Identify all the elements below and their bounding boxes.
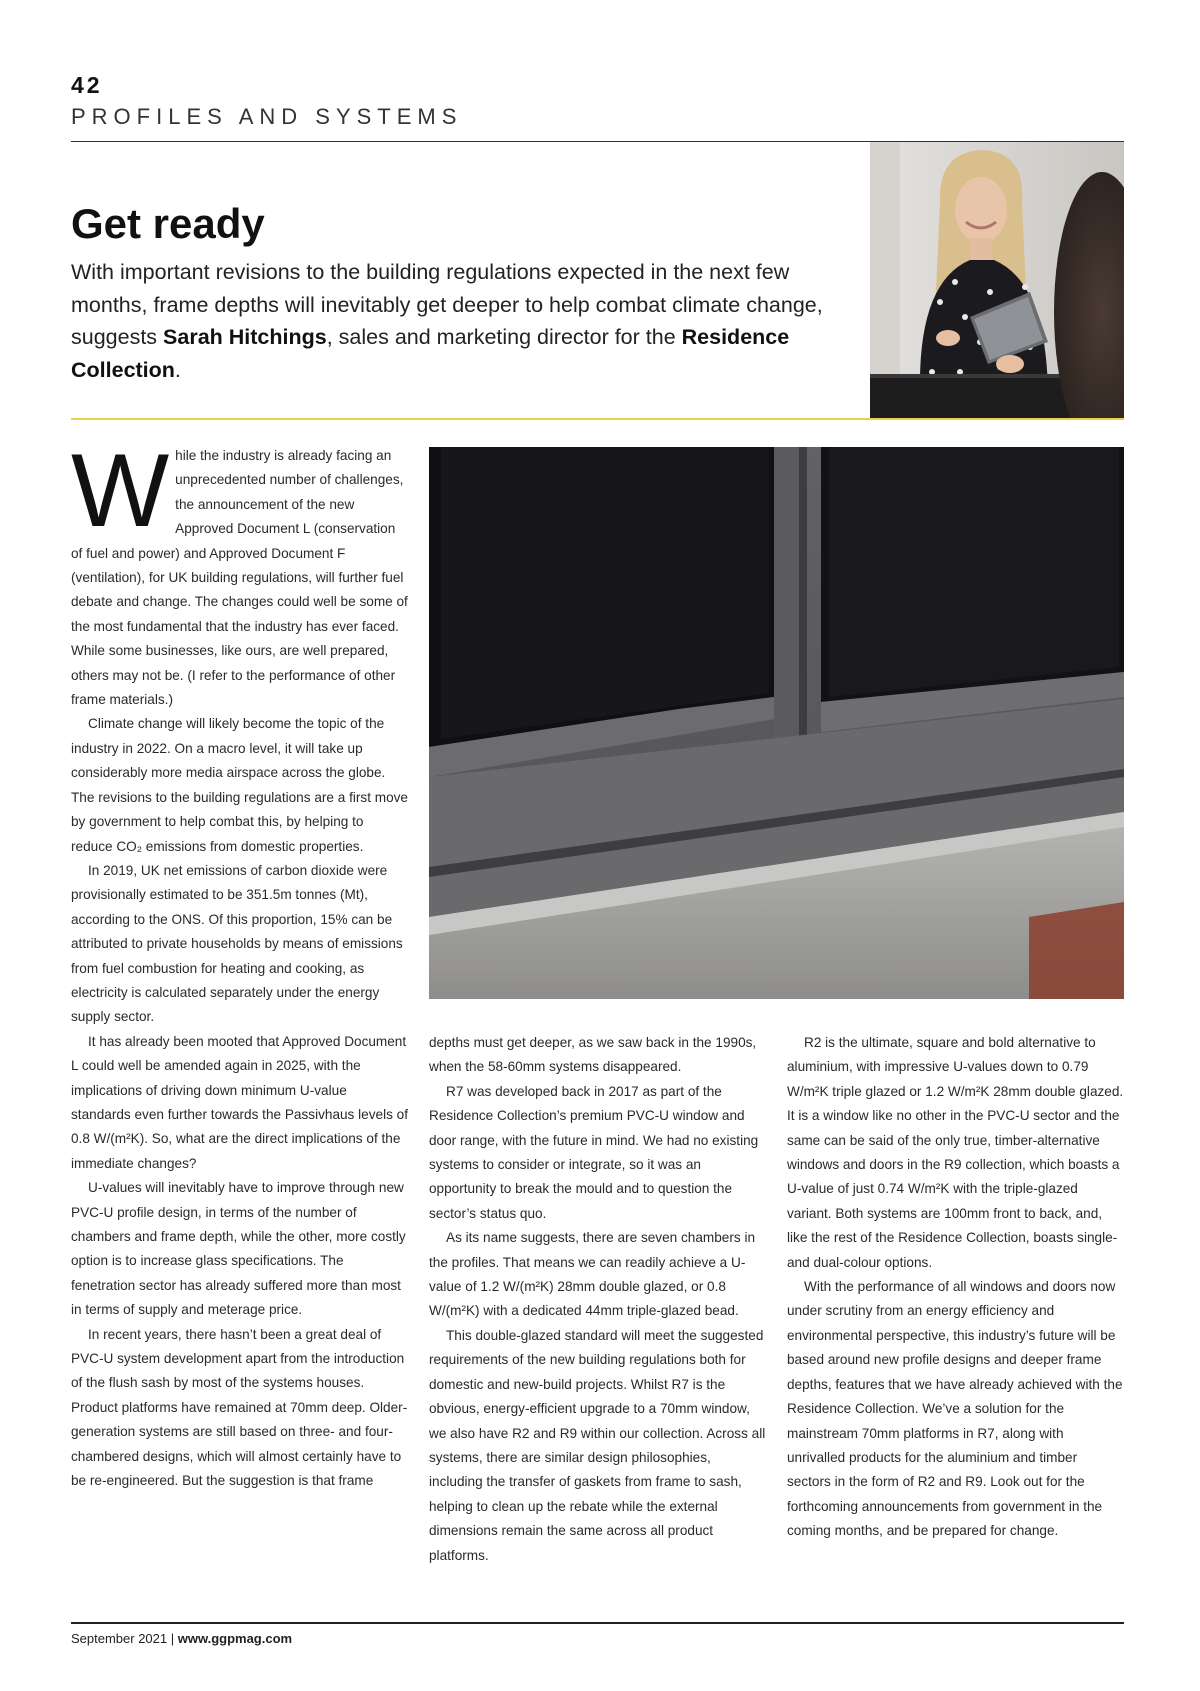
body-paragraph: hile the industry is already facing an unprecedented number of challenges, the announcement of the new Approved Document L (conservation of fuel and power) and Approved Document F (ventilation), for UK building regulations, will further fuel debate and change. The changes could well be some of the most fundamental that the industry has ever faced. While some businesses, like ours, are well prepared, others may not be. (I refer to the performance of other frame materials.)	[71, 448, 408, 708]
body-paragraph: R2 is the ultimate, square and bold alternative to aluminium, with impressive U-values down to 0.79 W/m²K triple glazed or 1.2 W/m²K 28mm double glazed. It is a window like no other in the PVC-U sector and the same can be said of the only true, timber-alternative windows and doors in the R9 collection, which boasts a U-value of just 0.74 W/m²K with the triple-glazed variant. Both systems are 100mm front to back, and, like the rest of the Residence Collection, boasts single- and dual-colour options.	[787, 1035, 1124, 1270]
author-name: Sarah Hitchings	[163, 325, 327, 349]
company-name: Residence Collection	[71, 325, 790, 382]
issue-date: September 2021	[71, 1631, 168, 1646]
body-paragraph: In recent years, there hasn’t been a great deal of PVC-U system development apart from the introduction of the flush sash by most of the systems houses. Product platforms have remained at 70mm deep. Older-generation systems are still based on three- and four-chambered designs, which will almost certainly have to be re-engineered. But the suggestion is that frame	[71, 1326, 408, 1489]
article-headline: Get ready	[71, 200, 265, 247]
author-portrait-photo	[870, 142, 1124, 418]
body-paragraph: As its name suggests, there are seven chambers in the profiles. That means we can readily achieve a U-value of 1.2 W/(m²K) 28mm double glazed, or 0.8 W/(m²K) with a dedicated 44mm triple-glazed bead.	[429, 1230, 756, 1319]
drop-cap: W	[71, 433, 170, 549]
standfirst-mid: , sales and marketing director for the	[326, 325, 682, 349]
page-number: 42	[71, 72, 103, 98]
body-paragraph: This double-glazed standard will meet the suggested requirements of the new building regulations both for domestic and new-build projects. Whilst R7 is the obvious, energy-efficient upgrade to a 70mm window, we also have R2 and R9 within our collection. Across all systems, there are similar design philosophies, including the transfer of gaskets from frame to sash, helping to clean up the rebate while the external dimensions remain the same across all product platforms.	[429, 1327, 766, 1563]
standfirst-end: .	[174, 357, 181, 382]
body-paragraph: With the performance of all windows and doors now under scrutiny from an energy efficiency and environmental perspective, this industry’s future will be based around new profile designs and deeper frame depths, features that we have already achieved with the Residence Collection. We’ve a solution for the mainstream 70mm platforms in R7, along with unrivalled products for the aluminium and timber sectors in the form of R2 and R9. Look out for the forthcoming announcements from government in the coming months, and be prepared for change.	[787, 1279, 1123, 1539]
page-footer	[71, 1631, 292, 1646]
body-paragraph: U-values will inevitably have to improve through new PVC-U profile design, in terms of the number of chambers and frame depth, while the other, more costly option is to increase glass specifications. The fenetration sector has already suffered more than most in terms of supply and meterage price.	[71, 1180, 406, 1318]
section-title: PROFILES AND SYSTEMS	[71, 104, 463, 129]
body-paragraph: depths must get deeper, as we saw back in the 1990s, when the 58-60mm systems disappeared.	[429, 1035, 757, 1075]
accent-divider	[71, 418, 1124, 420]
article-column-3	[787, 1031, 1124, 1544]
body-paragraph: Climate change will likely become the topic of the industry in 2022. On a macro level, it will take up considerably more media airspace across the globe. The revisions to the building regulations are a first move by government to help combat this, by helping to reduce CO₂ emissions from domestic properties.	[71, 716, 408, 854]
body-paragraph: R7 was developed back in 2017 as part of the Residence Collection’s premium PVC-U window and door range, with the future in mind. We had no existing systems to consider or integrate, so it was an opportunity to break the mould and to question the sector’s status quo.	[429, 1083, 759, 1221]
article-column-2	[429, 1031, 767, 1568]
body-paragraph: In 2019, UK net emissions of carbon dioxide were provisionally estimated to be 351.5m tonnes (Mt), according to the ONS. Of this proportion, 15% can be attributed to private households by means of emissions from fuel combustion for heating and cooking, as electricity is calculated separately under the energy supply sector.	[71, 862, 403, 1025]
standfirst-intro: With important revisions to the building regulations expected in the next few months, frame depths will inevitably get deeper to help combat climate change, suggests	[71, 260, 823, 349]
footer-divider	[71, 1622, 1124, 1624]
body-paragraph: It has already been mooted that Approved Document L could well be amended again in 2025, with the implications of driving down minimum U-value standards even further towards the Passivhaus levels of 0.8 W/(m²K). So, what are the direct implications of the immediate changes?	[71, 1033, 409, 1171]
footer-separator: |	[167, 1631, 178, 1646]
window-product-photo	[429, 447, 1124, 999]
article-standfirst	[71, 256, 851, 386]
website-link[interactable]: www.ggpmag.com	[177, 1631, 293, 1646]
article-column-1	[71, 433, 409, 1493]
